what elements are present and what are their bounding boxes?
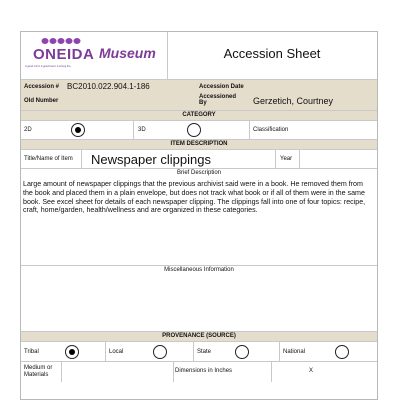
logo-tagline: A good mind. A good heart. A strong fire. [25,65,72,68]
title-value[interactable]: Newspaper clippings [91,152,211,167]
logo-beads-icon [41,37,81,45]
provenance-row [21,342,377,362]
accession-number-value[interactable]: BC2010.022.904.1-186 [67,82,150,91]
sheet-title: Accession Sheet [223,46,321,61]
medium-label: Medium or Materials [24,365,53,378]
museum-label: Museum [99,45,156,61]
logo-text: ONEIDA [33,46,95,63]
accession-number-label: Accession # [24,84,60,90]
accession-sheet [20,31,378,400]
provenance-heading: PROVENANCE (SOURCE) [21,332,377,342]
year-label: Year [280,156,293,162]
option-3d-label: 3D [138,127,146,133]
old-number-label: Old Number [24,98,59,104]
dimensions-separator: X [309,368,314,374]
option-2d-label: 2D [24,127,32,133]
classification-label: Classification [253,127,289,133]
medium-dimensions-row [21,362,377,382]
dimensions-label: Dimensions in Inches [175,368,233,374]
local-radio[interactable] [153,345,167,359]
brief-description-label: Brief Description [176,170,221,176]
sheet-header [21,32,377,80]
brief-description-section [21,169,377,266]
national-label: National [283,349,306,355]
state-label: State [197,349,212,355]
accession-date-label: Accession Date [199,84,244,90]
tribal-radio[interactable] [65,345,79,359]
oneida-logo [25,37,97,77]
accessioned-by-label: Accessioned By [199,94,237,106]
title-row [21,150,377,169]
item-description-heading: ITEM DESCRIPTION [21,140,377,150]
accessioned-by-value[interactable]: Gerzetich, Courtney [253,96,334,106]
national-radio[interactable] [335,345,349,359]
misc-info-label: Miscellaneous Information [164,267,234,273]
misc-info-section [21,266,377,332]
category-row [21,121,377,140]
accession-block [21,80,377,111]
local-label: Local [109,349,124,355]
brief-description-text[interactable]: Large amount of newspaper clippings that the previous archivist said were in a book. He removed them from the book and placed them in a plain envelope, but does not track what book or if all of them were in the same book. See excel sheet for details of each newspaper clipping. The clippings fall into one of four topics: recipe, craft, home/garden, health/wellness and are organized in these categories. [23,180,366,215]
state-radio[interactable] [235,345,249,359]
title-label: Title/Name of Item [24,156,73,162]
option-3d-radio[interactable] [187,123,201,137]
tribal-label: Tribal [24,349,39,355]
option-2d-radio[interactable] [71,123,85,137]
category-heading: CATEGORY [21,111,377,121]
